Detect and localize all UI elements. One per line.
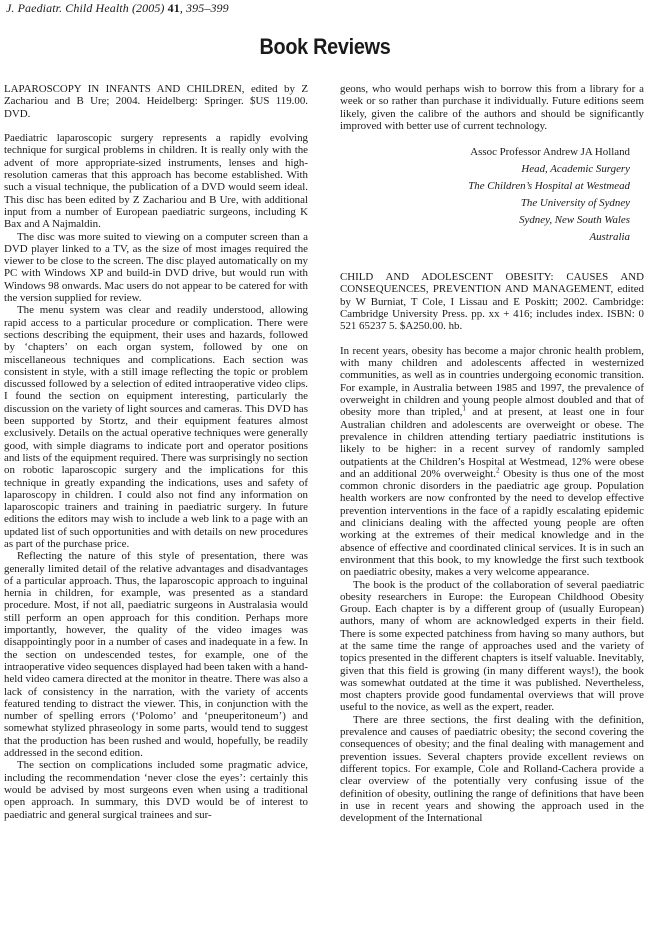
left-column [4,83,308,821]
reference-2: 2 [496,466,500,475]
review1-paragraph-continued: geons, who would perhaps wish to borrow this from a library for a week or so rather than purchase it individually. Future editions seem likely, given the calibre of the authors and should be significantly improved with better use of current technology. [340,83,644,132]
review1-paragraph: The disc was more suited to viewing on a computer screen than a DVD player linked to a TV, as the size of most images required the viewer to be close to the screen. The disc played automatically on my PC with Windows XP and build-in DVD drive, but would run with Windows 98 onwards. Mac users do not appear to be catered for with the version supplied for review. [4,230,308,305]
reviewer-affiliation: The Children’s Hospital at Westmead [468,180,630,193]
reviewer-signature [340,144,644,246]
review2-paragraph: There are three sections, the first dealing with the definition, prevalence and causes of paediatric obesity; the second covering the consequences of obesity; and the final dealing with management and prevention issues. Several chapters provide excellent reviews on different topics. For example, Cole and Rolland-Cachera provide a clear overview of the potentially very confusing issue of the definition of obesity, outlining the range of definitions that have been in use in recent years and showing the approach used in the development of the International [340,713,644,825]
reviewer-affiliation: Head, Academic Surgery [521,163,630,176]
review1-paragraph: Reflecting the nature of this style of presentation, there was generally limited detail of the relative advantages and disadvantages of a particular approach. Thus, the laparoscopic approach to inguinal hernia in children, for example, was presented as a standard procedure. Most, if not all, paediatric surgeons in Australasia would still perform an open approach for this condition. Perhaps more importantly, however, the quality of the video images was disappointingly poor in a number of cases and inadequate in a few. In the section on undescended testes, for example, one of the intraoperative video sequences displayed had been taken with a hand-held video camera directed at the monitor in theatre. There was also a lack of consistency in the narration, with the variety of accents featured tending to distract the viewer. This, in conjunction with the number of spelling errors (‘Polomo’ and ‘pneuperitoneum’) and somewhat stylized phraseology in some parts, would tend to suggest that the production has been rushed and would, hopefully, be readily addressed in the second edition. [4,550,308,760]
reference-1: 1 [462,404,467,413]
reviewer-affiliation: Sydney, New South Wales [519,214,630,227]
journal-volume: 41 [167,1,180,15]
reviewer-affiliation: The University of Sydney [520,197,630,210]
review1-citation: LAPAROSCOPY IN INFANTS AND CHILDREN, edited by Z Zachariou and B Ure; 2004. Heidelberg: Springer. $US 119.00. DVD. [4,83,308,120]
review1-paragraph: Paediatric laparoscopic surgery represents a rapidly evolving technique for surgical problems in children. It is really only with the advent of more appropriate-sized instruments, lenses and high-resolution cameras that this approach has become established. With such a visual technique, the publication of a DVD would seem ideal. This disc has been edited by Z Zachariou and B Ure, with additional input from a number of European paediatric surgeons, including K Bax and A Najmaldin. [4,132,308,231]
running-head [6,1,229,16]
review2-citation: CHILD AND ADOLESCENT OBESITY: CAUSES AND CONSEQUENCES, PREVENTION AND MANAGEMENT, edited by W Burniat, T Cole, I Lissau and E Poskitt; 2002. Cambridge: Cambridge University Press. pp. xx + 416; includes index. ISBN: 0 521 65237 5. $A250.00. hb. [340,271,644,333]
section-title: Book Reviews [259,34,391,59]
review2-paragraph: The book is the product of the collaboration of several paediatric obesity researchers in Europe: the European Childhood Obesity Group. Each chapter is by a different group of (usually European) authors, many of whom are acknowledged experts in their field. There is some expected patchiness from having so many authors, but at the same time the range of approaches used and the variety of topics presented in the different chapters is itself valuable. Inevitably, given that this field is growing (in many different ways!), the book was somewhat outdated at the time it was published. Nevertheless, most chapters provide good fundamental overviews that will prove useful to the novice, as well as the expert, reader. [340,578,644,714]
right-column [340,83,644,824]
review2-paragraph: In recent years, obesity has become a major chronic health problem, with many children and adolescents affected in westernized communities, as well as in countries undergoing economic transition. For example, in Australia between 1985 and 1997, the prevalence of overweight in children and young people almost doubled and that of obesity more than tripled,$^1$ and at present, at least one in four Australian children and adolescents are overweight or obese. The prevalence in children attending tertiary paediatric institutions is likely to be higher: in a recent survey of randomly sampled outpatients at the Children’s Hospital at Westmead, 12% were obese and an additional 20% overweight.$^2$ Obesity is thus one of the most common chronic disorders in the paediatric age group. Population health workers are now confronted by the need to develop effective prevention interventions in the face of a rapidly escalating epidemic and clinicians dealing with the affected young people are often working at the extremes of their medical knowledge and in the absence of effective and coordinated clinical services. It is in such an environment that this book, to my knowledge the first such textbook on paediatric obesity, makes a very welcome appearance. [340,344,645,579]
review1-paragraph: The section on complications included some pragmatic advice, including the recommendation ‘never close the eyes’: certainly this would be advised by most surgeons even when using a traditional open approach. In summary, this DVD would be of interest to paediatric and general surgical trainees and sur- [4,759,308,821]
journal-pages: , 395–399 [179,1,229,15]
reviewer-name: Assoc Professor Andrew JA Holland [470,146,630,159]
journal-name: J. Paediatr. Child Health [6,1,129,15]
reviewer-affiliation: Australia [589,231,630,244]
journal-year: (2005) [131,1,165,15]
review1-paragraph: The menu system was clear and readily understood, allowing rapid access to a particular procedure or complication. There were sections describing the equipment, their uses and hazards, followed by ‘chapters’ on each organ system, followed by one on miscellaneous techniques and complications. Each section was consistent in style, with a still image reflecting the topic or problem discussed followed by a selection of edited intraoperative video clips. I found the section on equipment interesting, particularly the discussion on the variety of light sources and cameras. This DVD has been supported by Stortz, and their equipment features almost exclusively. Details on the actual operative techniques were generally good, with simple diagrams to indicate port and operator positions and lists of the equipment required. There was surprisingly no section on robotic laparoscopic surgery and the implications for this technique in greatly expanding the indications, uses and safety of laparoscopy in children. I could also not find any information on laparoscopic trainers and training in paediatric surgery. In future editions the editors may wish to include a web link to a page with an updated list of such opportunities and with details on new procedures as part of the purchase price. [4,304,308,550]
